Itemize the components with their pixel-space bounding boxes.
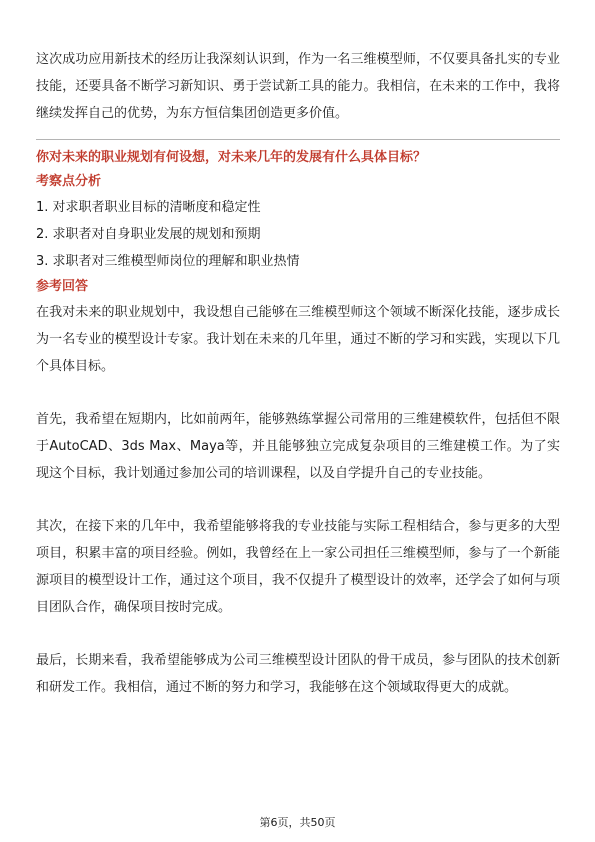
analysis-point: 2. 求职者对自身职业发展的规划和预期: [36, 227, 261, 242]
answer-paragraph: 其次，在接下来的几年中，我希望能够将我的专业技能与实际工程相结合，参与更多的大型项目，积累丰富的项目经验。例如，我曾经在上一家公司担任三维模型师，参与了一个新能源项目的模型设计工作，通过这个项目，我不仅提升了模型设计的效率，还学会了如何与项目团队合作，确保项目按时完成。: [36, 519, 560, 615]
page-number: 第6页，共50页: [259, 816, 336, 829]
question-heading: 你对未来的职业规划有何设想，对未来几年的发展有什么具体目标？: [36, 150, 427, 165]
paragraph-gap: [36, 487, 560, 513]
analysis-heading: 考察点分析: [36, 174, 102, 189]
answer-paragraph: 首先，我希望在短期内，比如前两年，能够熟练掌握公司常用的三维建模软件，包括但不限于AutoCAD、3ds Max、Maya等，并且能够独立完成复杂项目的三维建模工作。为了实现这个目标，我计划通过参加公司的培训课程，以及自学提升自己的专业技能。: [36, 412, 560, 481]
answer-paragraph: 最后，长期来看，我希望能够成为公司三维模型设计团队的骨干成员，参与团队的技术创新和研发工作。我相信，通过不断的努力和学习，我能够在这个领域取得更大的成就。: [36, 653, 560, 695]
page-content: [36, 46, 560, 701]
analysis-point: 1. 对求职者职业目标的清晰度和稳定性: [36, 200, 261, 215]
section-divider: [36, 139, 560, 140]
paragraph-gap: [36, 621, 560, 647]
analysis-point: 3. 求职者对三维模型师岗位的理解和职业热情: [36, 254, 300, 269]
answer-heading: 参考回答: [36, 279, 89, 294]
intro-paragraph: 这次成功应用新技术的经历让我深刻认识到，作为一名三维模型师，不仅要具备扎实的专业技能，还要具备不断学习新知识、勇于尝试新工具的能力。我相信，在未来的工作中，我将继续发挥自己的优势，为东方恒信集团创造更多价值。: [36, 52, 560, 121]
answer-paragraph: 在我对未来的职业规划中，我设想自己能够在三维模型师这个领域不断深化技能，逐步成长为一名专业的模型设计专家。我计划在未来的几年里，通过不断的学习和实践，实现以下几个具体目标。: [36, 305, 560, 374]
paragraph-gap: [36, 380, 560, 406]
